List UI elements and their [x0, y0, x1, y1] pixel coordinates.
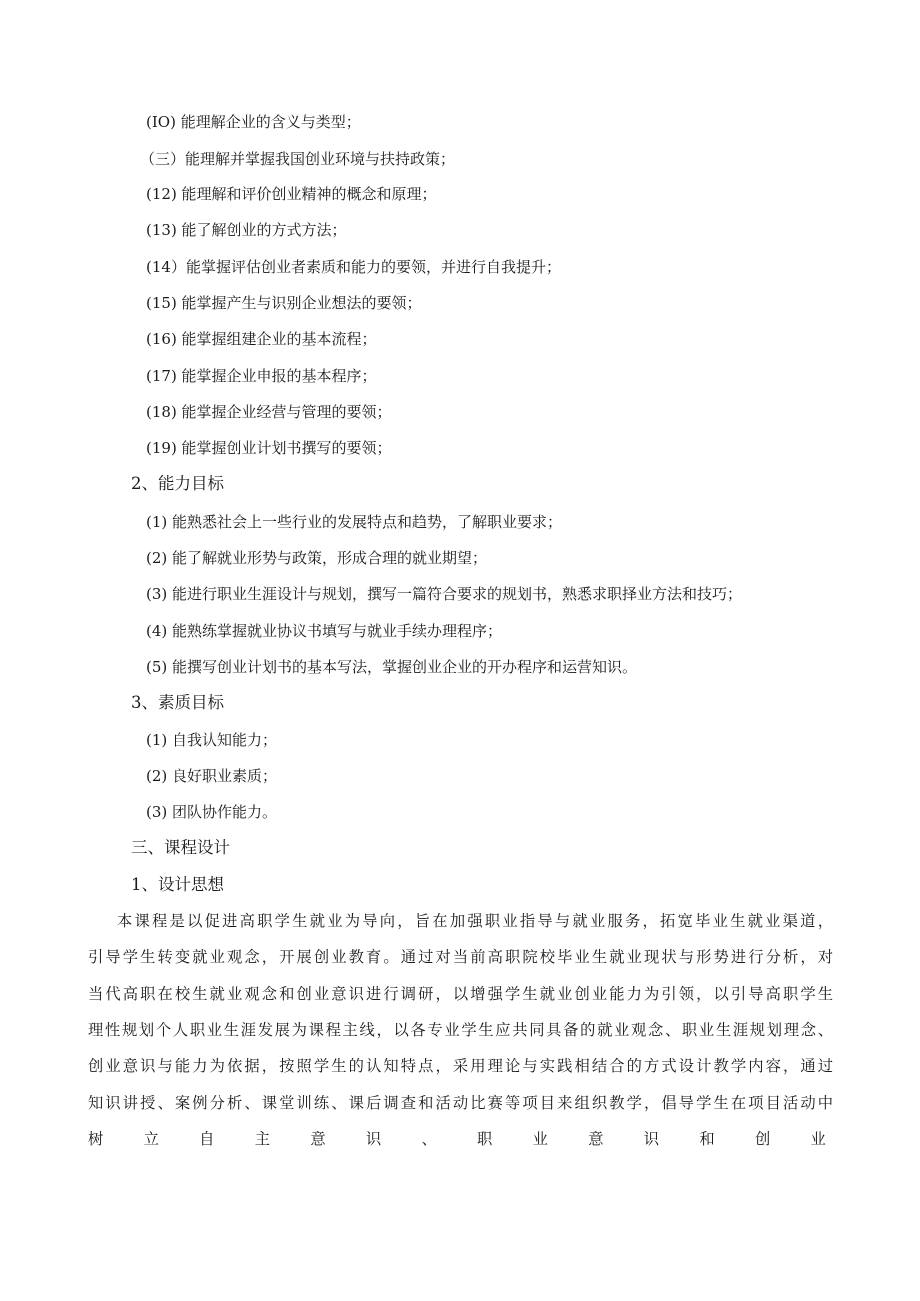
char: 、: [421, 1130, 437, 1148]
knowledge-item: (14）能掌握评估创业者素质和能力的要领，并进行自我提升；: [146, 258, 561, 276]
ability-heading: 2、能力目标: [131, 474, 224, 493]
knowledge-item: (16) 能掌握组建企业的基本流程；: [146, 330, 377, 348]
quality-heading: 3、素质目标: [131, 693, 224, 712]
paragraph-line: 理性规划个人职业生涯发展为课程主线，以各专业学生应共同具备的就业观念、职业生涯规划理念、: [88, 1021, 833, 1039]
quality-item: (2) 良好职业素质；: [146, 767, 278, 785]
char: 意: [588, 1130, 604, 1148]
char: 立: [143, 1130, 159, 1148]
char: 业: [810, 1130, 826, 1148]
knowledge-item: (17) 能掌握企业申报的基本程序；: [146, 367, 377, 385]
char: 自: [199, 1130, 215, 1148]
char: 识: [365, 1130, 382, 1148]
char: 意: [310, 1130, 326, 1148]
paragraph-line: 本课程是以促进高职学生就业为导向，旨在加强职业指导与就业服务，拓宽毕业生就业渠道，: [117, 912, 833, 930]
char: 职: [477, 1130, 493, 1148]
knowledge-item: (18) 能掌握企业经营与管理的要领；: [146, 403, 392, 421]
paragraph-line: 引导学生转变就业观念，开展创业教育。通过对当前高职院校毕业生就业现状与形势进行分析，对: [88, 948, 833, 966]
char: 和: [699, 1130, 715, 1148]
paragraph-line: 创业意识与能力为依据，按照学生的认知特点，采用理论与实践相结合的方式设计教学内容，通过: [88, 1057, 833, 1075]
quality-item: (1) 自我认知能力；: [146, 731, 278, 749]
paragraph-line: 知识讲授、案例分析、课堂训练、课后调查和活动比赛等项目来组织教学，倡导学生在项目活动中: [88, 1094, 833, 1112]
knowledge-item: (13) 能了解创业的方式方法；: [146, 221, 347, 239]
char: 树: [88, 1130, 104, 1148]
ability-item: (1) 能熟悉社会上一些行业的发展特点和趋势，了解职业要求；: [146, 513, 563, 531]
char: 业: [532, 1130, 548, 1148]
char: 主: [254, 1130, 271, 1148]
ability-item: (4) 能熟练掌握就业协议书填写与就业手续办理程序；: [146, 622, 503, 640]
knowledge-item: (19) 能掌握创业计划书撰写的要领；: [146, 439, 392, 457]
paragraph-line: 当代高职在校生就业观念和创业意识进行调研，以增强学生就业创业能力为引领，以引导高职学生: [88, 985, 833, 1003]
knowledge-item: （三）能理解并掌握我国创业环境与扶持政策；: [140, 150, 456, 168]
knowledge-item: (15) 能掌握产生与识别企业想法的要领；: [146, 294, 422, 312]
ability-item: (3) 能进行职业生涯设计与规划，撰写一篇符合要求的规划书，熟悉求职择业方法和技巧；: [146, 585, 743, 603]
sub-heading: 1、设计思想: [131, 875, 224, 894]
char: 识: [643, 1130, 660, 1148]
paragraph-last-line: [88, 1129, 826, 1149]
quality-item: (3) 团队协作能力。: [146, 803, 278, 821]
section-heading: 三、课程设计: [131, 838, 230, 857]
char: 创: [754, 1130, 771, 1148]
ability-item: (5) 能撰写创业计划书的基本写法，掌握创业企业的开办程序和运营知识。: [146, 658, 638, 676]
knowledge-item: (12) 能理解和评价创业精神的概念和原理；: [146, 185, 437, 203]
knowledge-item: (IO) 能理解企业的含义与类型；: [146, 113, 361, 131]
ability-item: (2) 能了解就业形势与政策，形成合理的就业期望；: [146, 549, 488, 567]
